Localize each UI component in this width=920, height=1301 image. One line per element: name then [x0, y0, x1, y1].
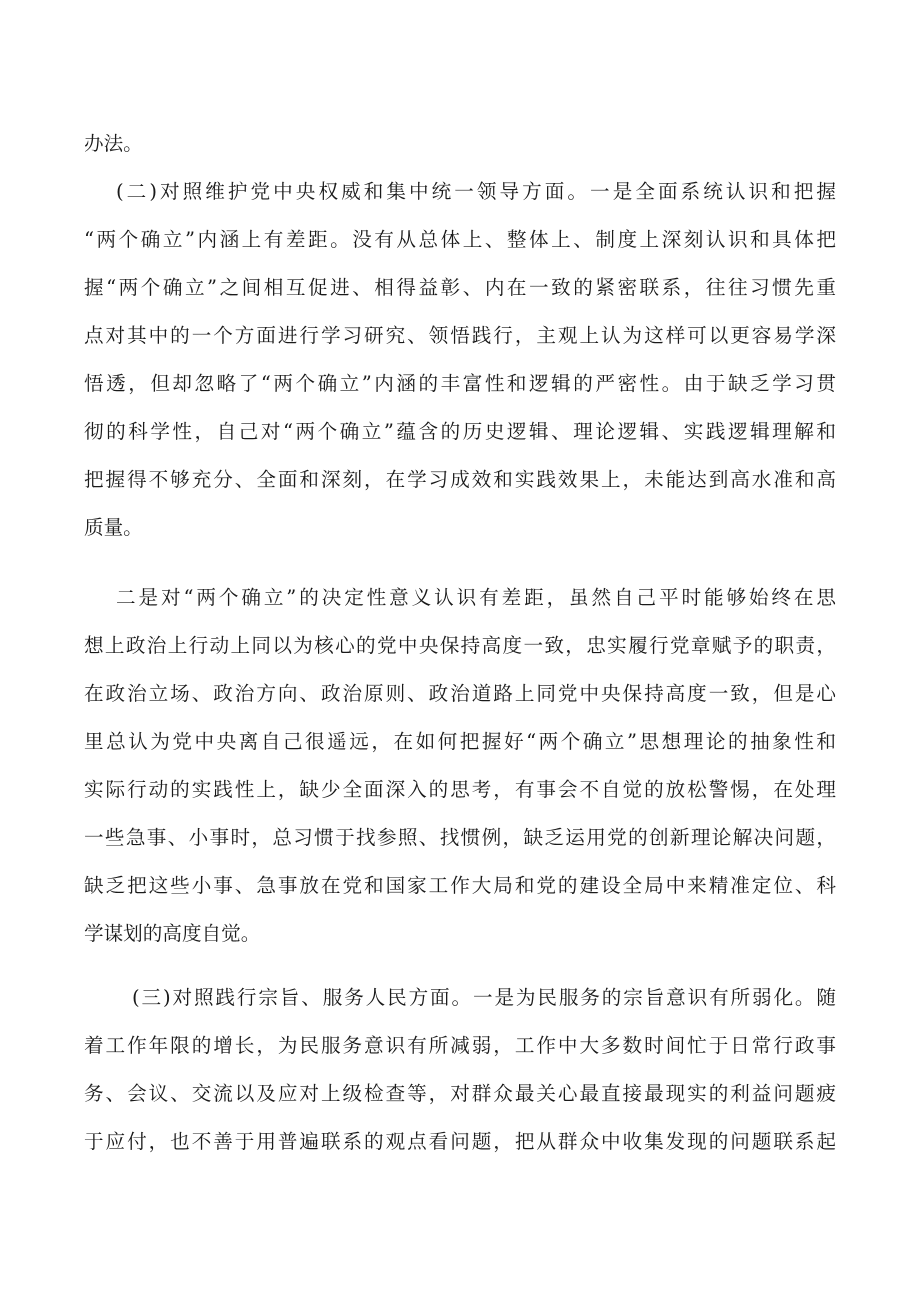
section-heading-line: (三)对照践行宗旨、服务人民方面。一是为民服务的宗旨意识有所弱化。随 — [132, 986, 836, 1009]
text-line: 想上政治上行动上同以为核心的党中央保持高度一致，忠实履行党章赋予的职责， — [84, 634, 836, 657]
text-line: 学谋划的高度自觉。 — [84, 922, 261, 945]
text-line: 把握得不够充分、全面和深刻，在学习成效和实践效果上，未能达到高水准和高 — [84, 468, 836, 491]
text-line: 办法。 — [84, 132, 143, 155]
text-line: “两个确立”内涵上有差距。没有从总体上、整体上、制度上深刻认识和具体把 — [84, 228, 836, 251]
text-line: 于应付，也不善于用普遍联系的观点看问题，把从群众中收集发现的问题联系起 — [84, 1130, 836, 1153]
text-line: 质量。 — [84, 516, 143, 539]
text-line: 握“两个确立”之间相互促进、相得益彰、内在一致的紧密联系，往往习惯先重 — [84, 276, 836, 299]
text-line: 着工作年限的增长，为民服务意识有所减弱，工作中大多数时间忙于日常行政事 — [84, 1034, 836, 1057]
text-line: 务、会议、交流以及应对上级检查等，对群众最关心最直接最现实的利益问题疲 — [84, 1082, 836, 1105]
text-line: 悟透，但却忽略了“两个确立”内涵的丰富性和逻辑的严密性。由于缺乏学习贯 — [84, 372, 836, 395]
section-heading-line: (二)对照维护党中央权威和集中统一领导方面。一是全面系统认识和把握 — [116, 180, 836, 203]
text-line: 点对其中的一个方面进行学习研究、领悟践行，主观上认为这样可以更容易学深 — [84, 324, 836, 347]
text-line: 实际行动的实践性上，缺少全面深入的思考，有事会不自觉的放松警惕，在处理 — [84, 778, 836, 801]
text-line: 在政治立场、政治方向、政治原则、政治道路上同党中央保持高度一致，但是心 — [84, 682, 836, 705]
text-line: 一些急事、小事时，总习惯于找参照、找惯例，缺乏运用党的创新理论解决问题， — [84, 826, 836, 849]
text-line: 缺乏把这些小事、急事放在党和国家工作大局和党的建设全局中来精准定位、科 — [84, 874, 836, 897]
paragraph-start-line: 二是对“两个确立”的决定性意义认识有差距，虽然自己平时能够始终在思 — [116, 586, 836, 609]
text-line: 里总认为党中央离自己很遥远，在如何把握好“两个确立”思想理论的抽象性和 — [84, 730, 836, 753]
text-line: 彻的科学性，自己对“两个确立”蕴含的历史逻辑、理论逻辑、实践逻辑理解和 — [84, 420, 836, 443]
